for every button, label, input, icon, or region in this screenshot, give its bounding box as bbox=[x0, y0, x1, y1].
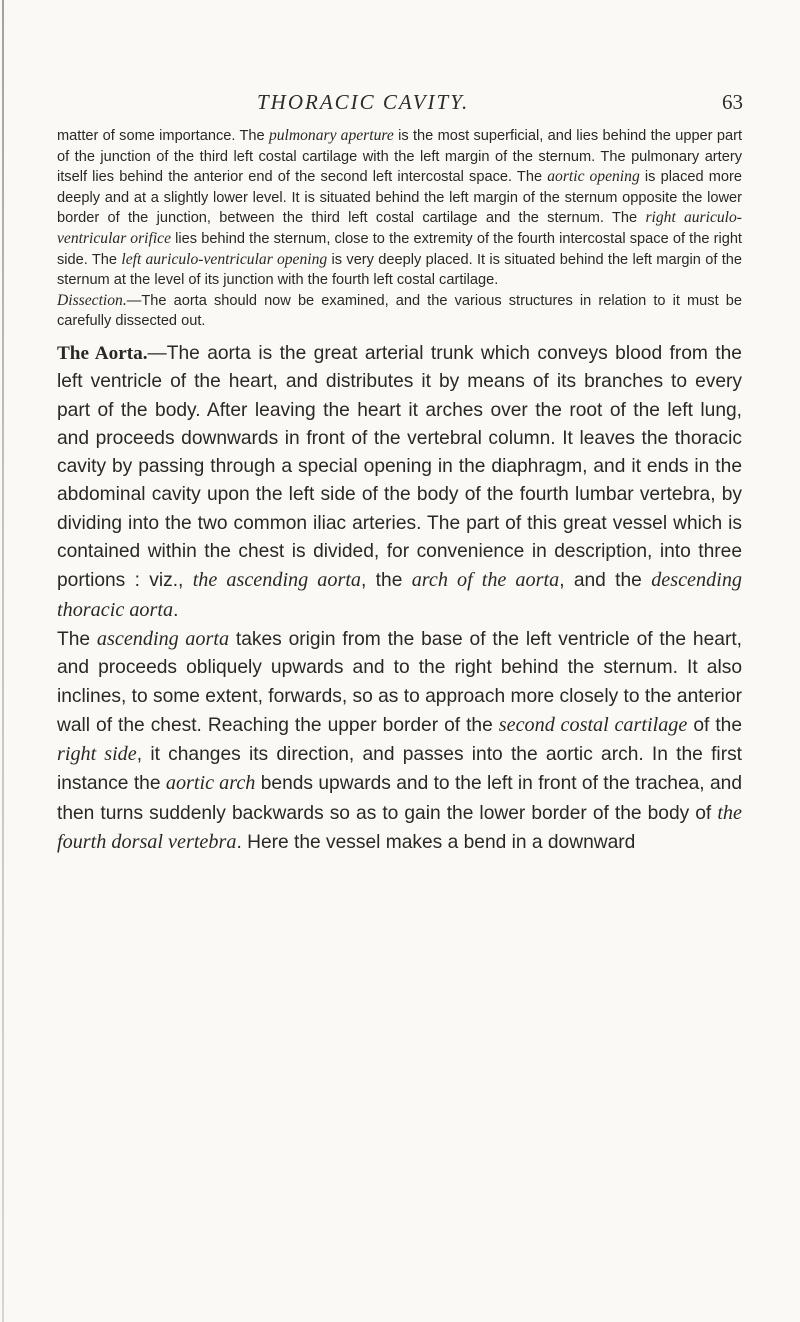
text-run: —The aorta is the great arterial trunk which conveys blood from the left ventricle of the heart, and distributes it by means of its branches to every part of the body. After leaving the heart it arches over the root of the left lung, and proceeds downwards in front of the vertebral column. It leaves the thoracic cavity by passing through a special opening in the diaphragm, and it ends in the abdominal cavity upon the left side of the body of the fourth lumbar vertebra, by dividing into the two common iliac arteries. The part of this great vessel which is contained within the chest is divided, for convenience in description, into three portions : viz., bbox=[57, 342, 742, 592]
text-run: is placed more deeply and at a slightly lower level. It is situated behind the left margin of the sternum opposite the lower border of the junction, between the third left costal cartilage and the sternum. The bbox=[57, 169, 743, 227]
text-run: matter of some importance. The bbox=[57, 128, 269, 144]
italic-term-aortic-arch: aortic arch bbox=[165, 772, 256, 795]
text-run: —The aorta should now be examined, and the various structures in relation to it must be carefully dissected out. bbox=[57, 292, 742, 330]
text-run: is very deeply placed. It is situated behind the left margin of the sternum at the level of its junction with the fourth left costal cartilage. bbox=[57, 251, 743, 289]
large-print-section bbox=[57, 340, 742, 857]
text-run: takes origin from the base of the left ventricle of the heart, and proceeds obliquely upwards and to the right behind the sternum. It also inclines, to some extent, forwards, so as to approach more closely to the anterior wall of the chest. Reaching the upper border of the bbox=[57, 628, 742, 736]
text-run: of the bbox=[687, 714, 742, 736]
text-run: , it changes its direction, and passes into the aortic arch. In the first instance the bbox=[57, 744, 743, 795]
italic-term-second-costal-cartilage: second costal cartilage bbox=[498, 713, 688, 736]
italic-term-right-orifice: right auriculo-ventricular orifice bbox=[57, 209, 742, 247]
text-run: , and the bbox=[559, 570, 652, 592]
small-print-section bbox=[57, 126, 742, 332]
italic-term-dissection: Dissection. bbox=[57, 291, 127, 309]
text-run: . Here the vessel makes a bend in a downward bbox=[236, 831, 636, 853]
italic-term-pulmonary-aperture: pulmonary aperture bbox=[268, 127, 394, 144]
text-run: lies behind the sternum, close to the extremity of the fourth intercostal space of the right side. The bbox=[57, 230, 742, 268]
text-run: bends upwards and to the left in front of the trachea, and then turns suddenly backwards so as to gain the lower border of the body of bbox=[57, 773, 742, 824]
italic-term-ascending-aorta: ascending aorta bbox=[96, 627, 230, 650]
italic-term-descending-thoracic-aorta: descending thoracic aorta bbox=[57, 569, 743, 621]
italic-term-left-opening: left auriculo-ventricular opening bbox=[121, 250, 328, 268]
page-number: 63 bbox=[722, 90, 743, 114]
paragraph-ascending-aorta bbox=[57, 625, 742, 857]
paragraph-orifice-positions bbox=[57, 126, 742, 291]
italic-term-right-side: right side bbox=[57, 743, 137, 766]
section-heading-aorta: The Aorta. bbox=[57, 342, 148, 364]
page-edge-shadow bbox=[2, 0, 4, 1322]
text-run: The bbox=[57, 628, 97, 650]
text-run: is the most superficial, and lies behind the upper part of the junction of the third left costal cartilage with the left margin of the sternum. The pulmonary artery itself lies behind the anterior end of the second left intercostal space. The bbox=[57, 128, 742, 186]
running-title: THORACIC CAVITY. bbox=[257, 90, 470, 114]
italic-term-arch-of-aorta: arch of the aorta bbox=[411, 569, 560, 592]
text-run: , the bbox=[361, 570, 412, 592]
italic-term-aortic-opening: aortic opening bbox=[547, 168, 640, 186]
body-text bbox=[57, 126, 742, 857]
page-header bbox=[0, 90, 800, 116]
italic-term-ascending-aorta: the ascending aorta bbox=[192, 569, 362, 592]
text-run: . bbox=[173, 599, 179, 621]
paragraph-dissection bbox=[57, 291, 742, 332]
paragraph-aorta bbox=[57, 340, 742, 625]
italic-term-fourth-dorsal-vertebra: the fourth dorsal vertebra bbox=[57, 801, 742, 853]
